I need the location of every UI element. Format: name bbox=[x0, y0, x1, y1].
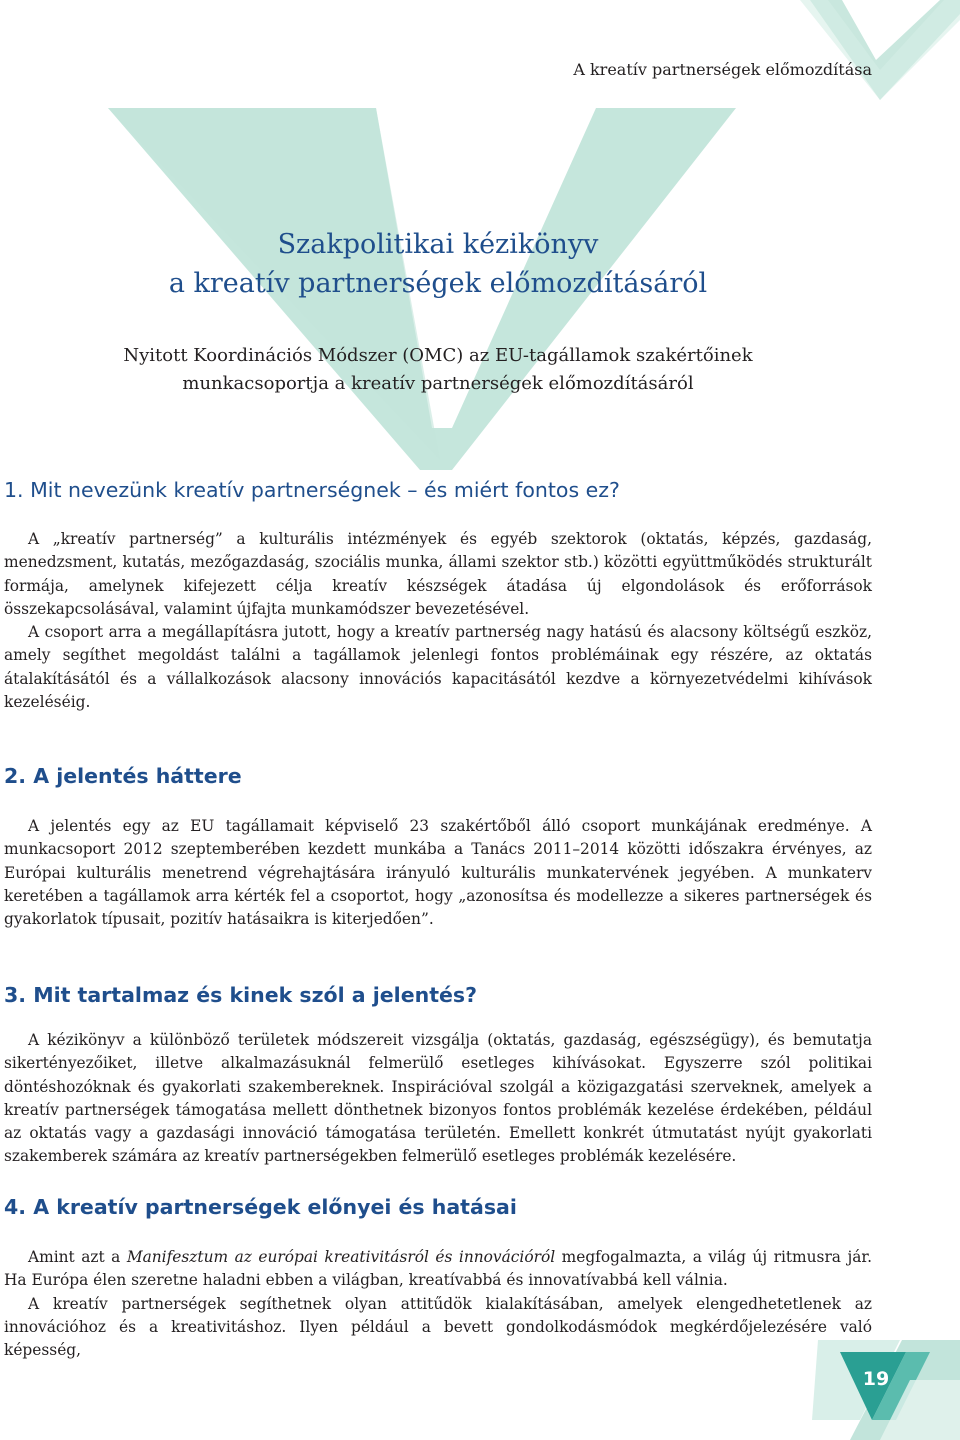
section-heading-2: 2. A jelentés háttere bbox=[4, 764, 242, 788]
section-body-2 bbox=[4, 815, 872, 931]
paragraph: A csoport arra a megállapításra jutott, hogy a kreatív partnerség nagy hatású és alacsony költségű eszköz, amely segíthet megoldást találni a tagállamok jelenlegi fontos problémáinak egy részére, az oktatás átalakításától és a vállalkozások alacsony innovációs kapacitásától kezdve a környezetvédelmi kihívások kezeléséig. bbox=[4, 623, 872, 712]
paragraph: A jelentés egy az EU tagállamait képviselő 23 szakértőből álló csoport munkájának eredménye. A munkacsoport 2012 szeptemberében kezdett munkába a Tanács 2011–2014 közötti időszakra érvényes, az Európai kulturális menetrend végrehajtására irányuló kulturális munkatervének jegyében. A munkaterv keretében a tagállamok arra kérték fel a csoportot, hogy „azonosítsa és modellezze a sikeres partnerségek és gyakorlatok típusait, pozitív hatásaikra is kiterjedően”. bbox=[4, 817, 872, 929]
manifesto-title: Manifesztum az európai kreativitásról és innovációról bbox=[126, 1248, 556, 1266]
paragraph-text: Amint azt a bbox=[28, 1248, 127, 1266]
document-subtitle-line-1: Nyitott Koordinációs Módszer (OMC) az EU-tagállamok szakértőinek bbox=[123, 345, 753, 366]
section-heading-4: 4. A kreatív partnerségek előnyei és hatásai bbox=[4, 1195, 517, 1219]
section-body-4 bbox=[4, 1246, 872, 1362]
paragraph: A kézikönyv a különböző területek módszereit vizsgálja (oktatás, gazdaság, egészségügy), és bemutatja sikertényezőiket, illetve alkalmazásuknál felmerülő esetleges kihívásokat. Egyszerre szól politikai döntéshozóknak és gyakorlati szakembereknek. Inspirációval szolgál a közigazgatási szerveknek, amelyek a kreatív partnerségek támogatása mellett dönthetnek bizonyos fontos problémák kezelése érdekében, például az oktatás vagy a gazdasági innováció támogatása területén. Emellett konkrét útmutatást nyújt gyakorlati szakemberek számára az kreatív partnerségekben felmerülő esetleges problémák kezelésére. bbox=[4, 1031, 872, 1166]
section-heading-1: 1. Mit nevezünk kreatív partnerségnek – és miért fontos ez? bbox=[4, 478, 620, 502]
section-heading-3: 3. Mit tartalmaz és kinek szól a jelentés? bbox=[4, 983, 477, 1007]
paragraph-text: megfogalmazta, a világ új ritmusra jár. Ha Európa élen szeretne haladni ebben a világban, kreatívabbá és innovatívabbá kell válnia. bbox=[4, 1248, 872, 1290]
document-title-line-2: a kreatív partnerségek előmozdításáról bbox=[168, 268, 708, 299]
page-number: 19 bbox=[862, 1368, 890, 1390]
document-title-line-1: Szakpolitikai kézikönyv bbox=[277, 229, 599, 260]
document-subtitle-line-2: munkacsoportja a kreatív partnerségek előmozdításáról bbox=[182, 373, 694, 394]
paragraph bbox=[4, 1246, 872, 1293]
running-header: A kreatív partnerségek előmozdítása bbox=[573, 60, 872, 79]
paragraph: A kreatív partnerségek segíthetnek olyan attitűdök kialakításában, amelyek elengedhetetlenek az innovációhoz és a kreativitáshoz. Ilyen például a bevett gondolkodásmódok megkérdőjelezésére való képesség, bbox=[4, 1294, 872, 1360]
section-body-3 bbox=[4, 1029, 872, 1169]
section-body-1 bbox=[4, 528, 872, 714]
paragraph: A „kreatív partnerség” a kulturális intézmények és egyéb szektorok (oktatás, képzés, gazdaság, menedzsment, kutatás, mezőgazdaság, szociális munka, állami szektor stb.) közötti együttműködés strukturált formája, amelynek kifejezett célja kreatív készségek átadása új elgondolások és erőforrások összekapcsolásával, valamint újfajta munkamódszer bevezetésével. bbox=[4, 530, 872, 618]
